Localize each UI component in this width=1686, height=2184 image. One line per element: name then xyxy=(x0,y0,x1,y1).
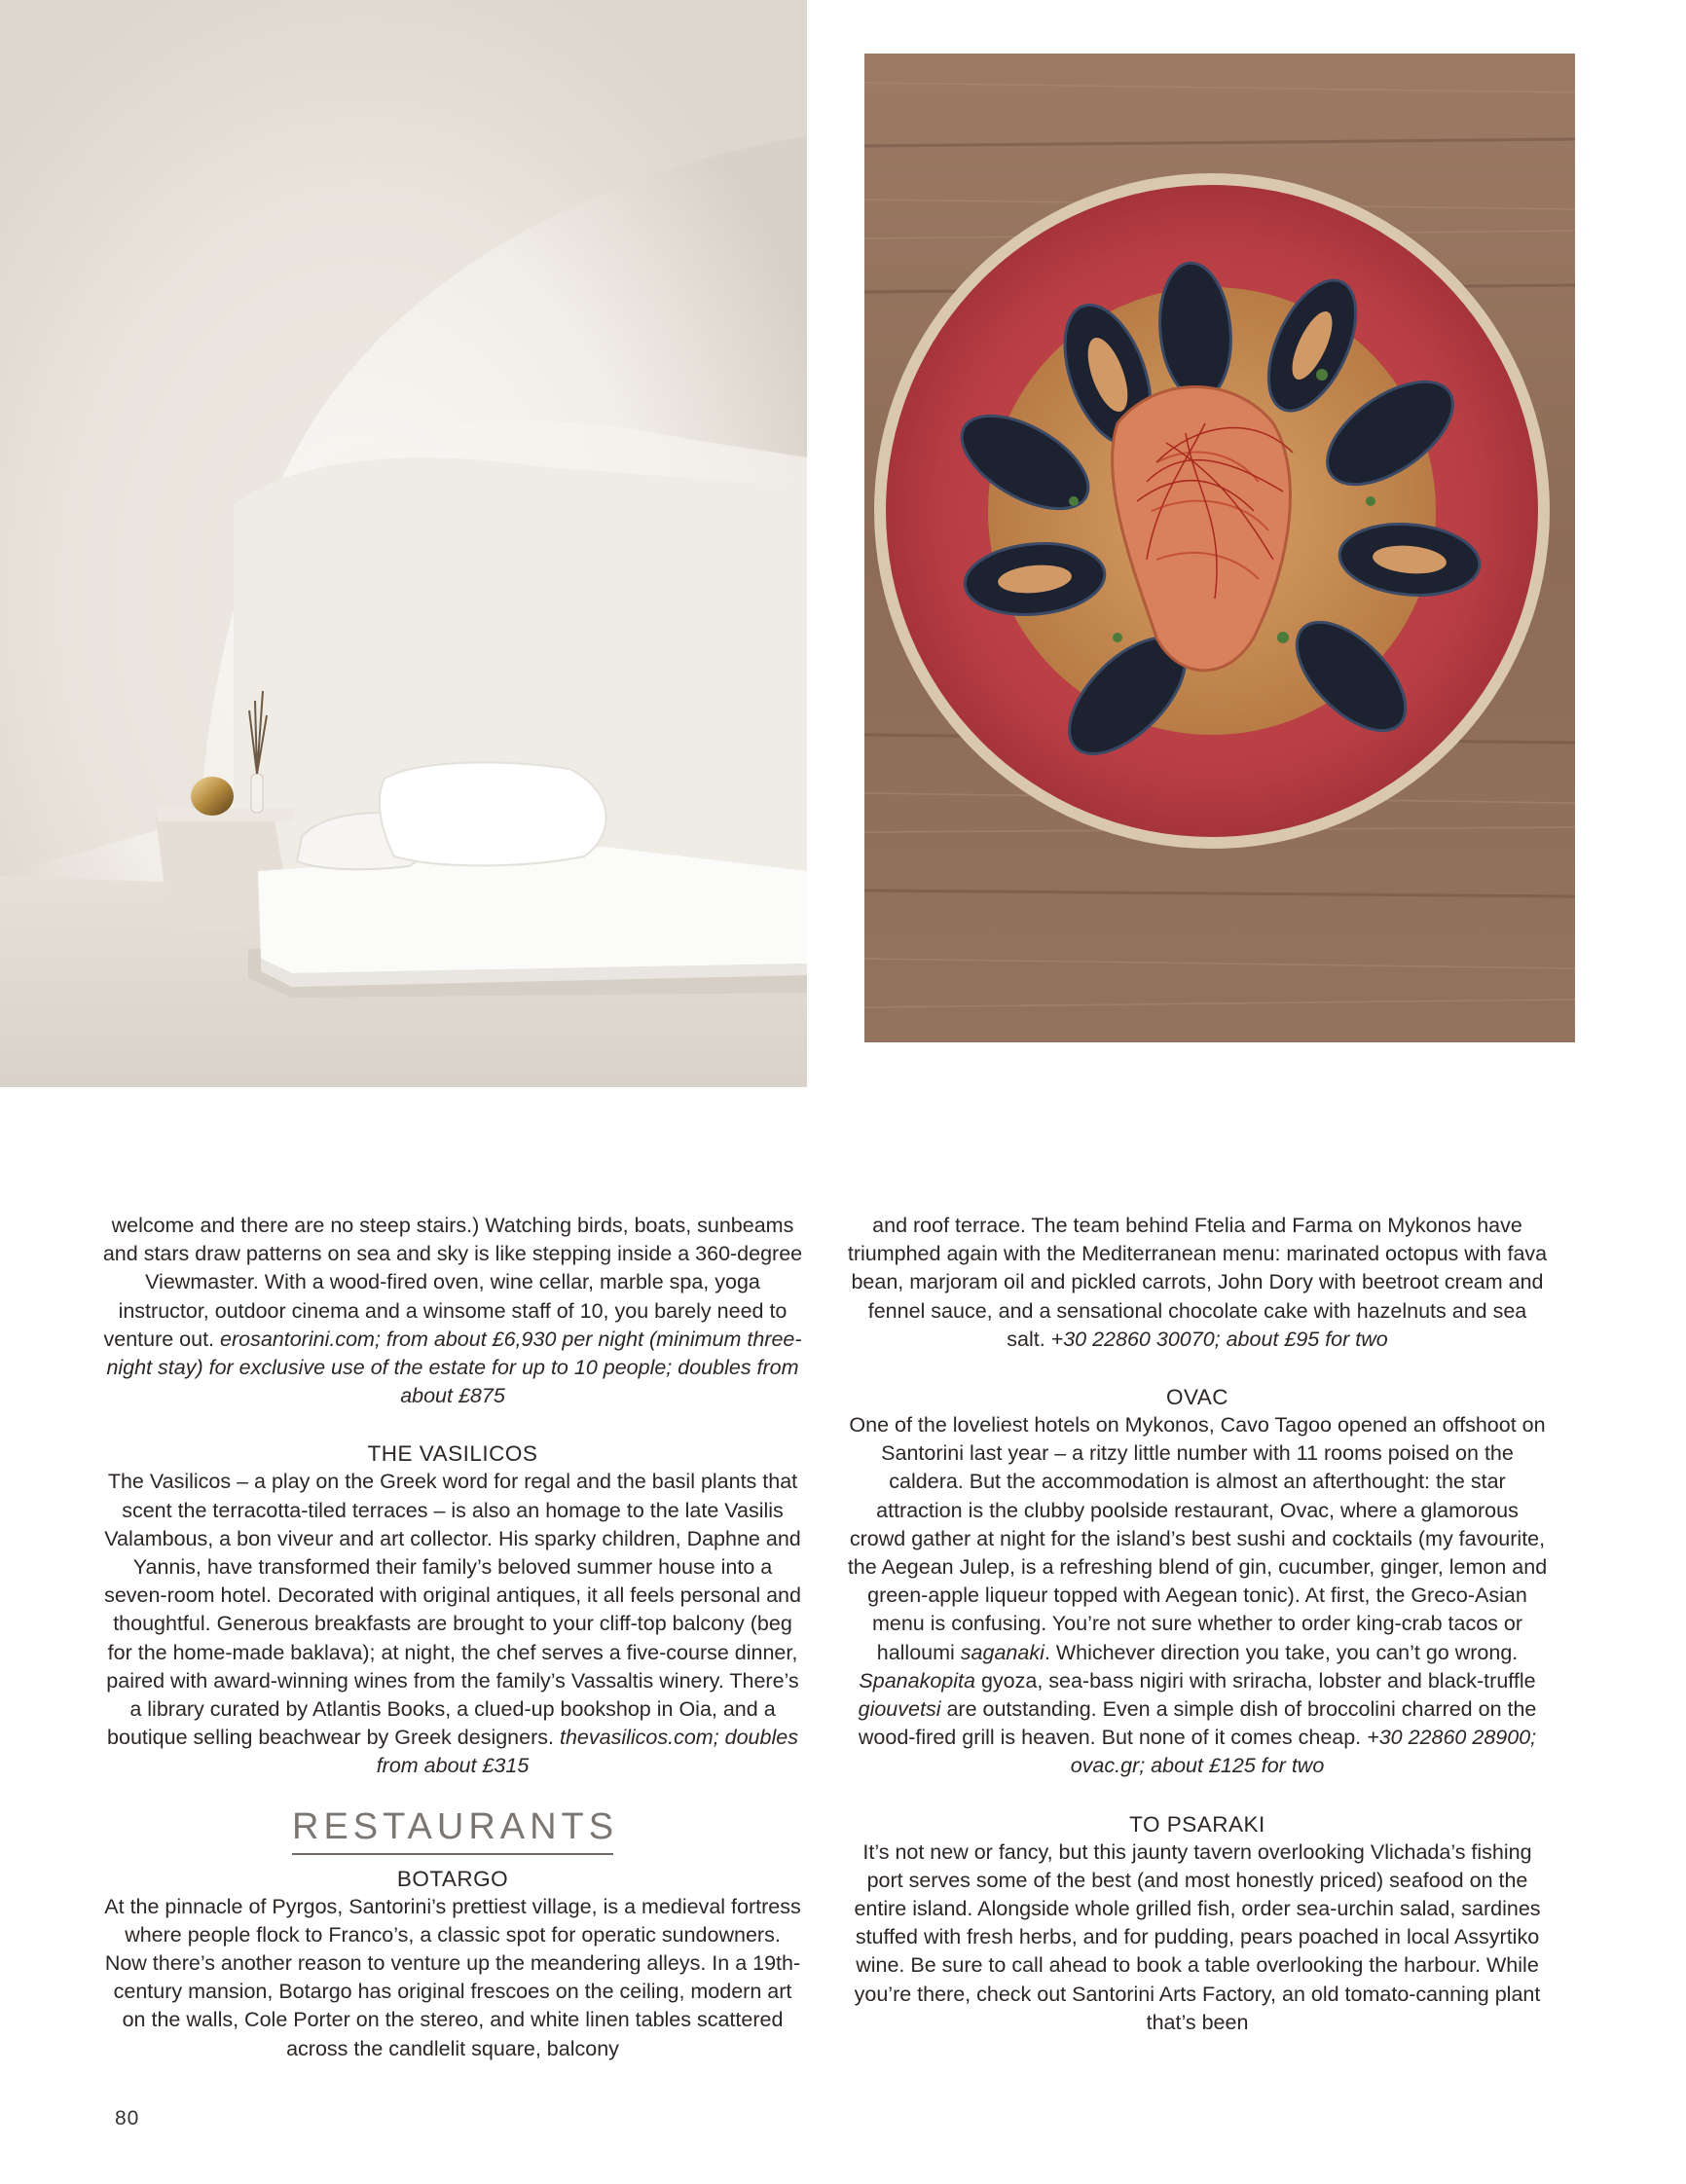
ovac-text-3: gyoza, sea-bass nigiri with sriracha, lobster and black-truffle xyxy=(980,1668,1536,1693)
seafood-illustration xyxy=(864,54,1575,1042)
ovac-italic-2: Spanakopita xyxy=(859,1668,975,1693)
vasilicos-heading: THE VASILICOS xyxy=(367,1441,538,1467)
ovac-paragraph xyxy=(847,1411,1548,1781)
ovac-text-2: . Whichever direction you take, you can’t go wrong. xyxy=(1044,1640,1519,1664)
botargo-heading: BOTARGO xyxy=(396,1866,509,1891)
ovac-text-1: One of the loveliest hotels on Mykonos, Cavo Tagoo opened an offshoot on Santorini last year – a ritzy little number with 11 rooms poised on the caldera. But the accommodation is almost an afterthought: the star attraction is the clubby poolside restaurant, Ovac, where a glamorous crowd gather at night for the island’s best sushi and cocktails (my favourite, the Aegean Julep, is a refreshing blend of gin, cucumber, ginger, lemon and green-apple liqueur topped with Aegean tonic). At first, the Greco-Asian menu is confusing. You’re not sure whether to order king-crab tacos or halloumi xyxy=(847,1413,1548,1664)
restaurants-section-title: RESTAURANTS xyxy=(292,1802,613,1855)
seafood-photo xyxy=(864,54,1575,1042)
vasilicos-details: thevasilicos.com; doubles from about £315 xyxy=(376,1726,798,1778)
ovac-italic-3: giouvetsi xyxy=(858,1697,941,1722)
botargo-continued-paragraph xyxy=(847,1212,1548,1354)
right-column xyxy=(847,1212,1548,2037)
intro-paragraph xyxy=(102,1212,803,1410)
vasilicos-text: The Vasilicos – a play on the Greek word for regal and the basil plants that scent the terracotta-tiled terraces – is also an homage to the late Vasilis Valambous, a bon viveur and art collector. His sparky children, Daphne and Yannis, have transformed their family’s beloved summer house into a seven-room hotel. Decorated with original antiques, it all feels personal and thoughtful. Generous breakfasts are brought to your cliff-top balcony (beg for the home-made baklava); at night, the chef serves a five-course dinner, paired with award-winning wines from the family’s Vassaltis winery. There’s a library curated by Atlantis Books, a clued-up bookshop in Oia, and a boutique selling beachwear by Greek designers. xyxy=(104,1470,801,1750)
botargo-paragraph: At the pinnacle of Pyrgos, Santorini’s prettiest village, is a medieval fortress where people flock to Franco’s, a classic spot for operatic sundowners. Now there’s another reason to venture up the meandering alleys. In a 19th-century mansion, Botargo has original frescoes on the ceiling, modern art on the walls, Cole Porter on the stereo, and white linen tables scattered across the candlelit square, balcony xyxy=(104,1894,801,2060)
botargo-continued-text: and roof terrace. The team behind Ftelia and Farma on Mykonos have triumphed again with the Mediterranean menu: marinated octopus with fava bean, marjoram oil and pickled carrots, John Dory with beetroot cream and fennel sauce, and a sensational chocolate cake with hazelnuts and sea salt. xyxy=(847,1214,1548,1351)
ovac-italic-1: saganaki xyxy=(960,1640,1045,1664)
intro-details: erosantorini.com; from about £6,930 per night (minimum three-night stay) for exclusive use of the estate for up to 10 people; doubles from about £875 xyxy=(106,1327,802,1408)
bedroom-illustration xyxy=(0,0,807,1087)
left-column xyxy=(102,1212,803,2063)
vasilicos-paragraph xyxy=(102,1468,803,1780)
ovac-text-4: are outstanding. Even a simple dish of broccolini charred on the wood-fired grill is heaven. But none of it comes cheap. xyxy=(858,1697,1537,1750)
botargo-details: +30 22860 30070; about £95 for two xyxy=(1050,1327,1388,1351)
ovac-details: +30 22860 28900; ovac.gr; about £125 for two xyxy=(1070,1726,1537,1778)
intro-text: welcome and there are no steep stairs.) Watching birds, boats, sunbeams and stars draw patterns on sea and sky is like stepping inside a 360-degree Viewmaster. With a wood-fired oven, wine cellar, marble spa, yoga instructor, outdoor cinema and a winsome staff of 10, you barely need to venture out. xyxy=(102,1214,803,1351)
ovac-heading: OVAC xyxy=(1165,1385,1229,1410)
bedroom-photo xyxy=(0,0,807,1087)
page-number: 80 xyxy=(115,2107,140,2129)
psaraki-heading: TO PSARAKI xyxy=(1129,1811,1265,1837)
psaraki-paragraph: It’s not new or fancy, but this jaunty tavern overlooking Vlichada’s fishing port serves some of the best (and most honestly priced) seafood on the entire island. Alongside whole grilled fish, order sea-urchin salad, sardines stuffed with fresh herbs, and for pudding, pears poached in local Assyrtiko wine. Be sure to call ahead to book a table overlooking the harbour. While you’re there, check out Santorini Arts Factory, an old tomato-canning plant that’s been xyxy=(854,1839,1541,2034)
